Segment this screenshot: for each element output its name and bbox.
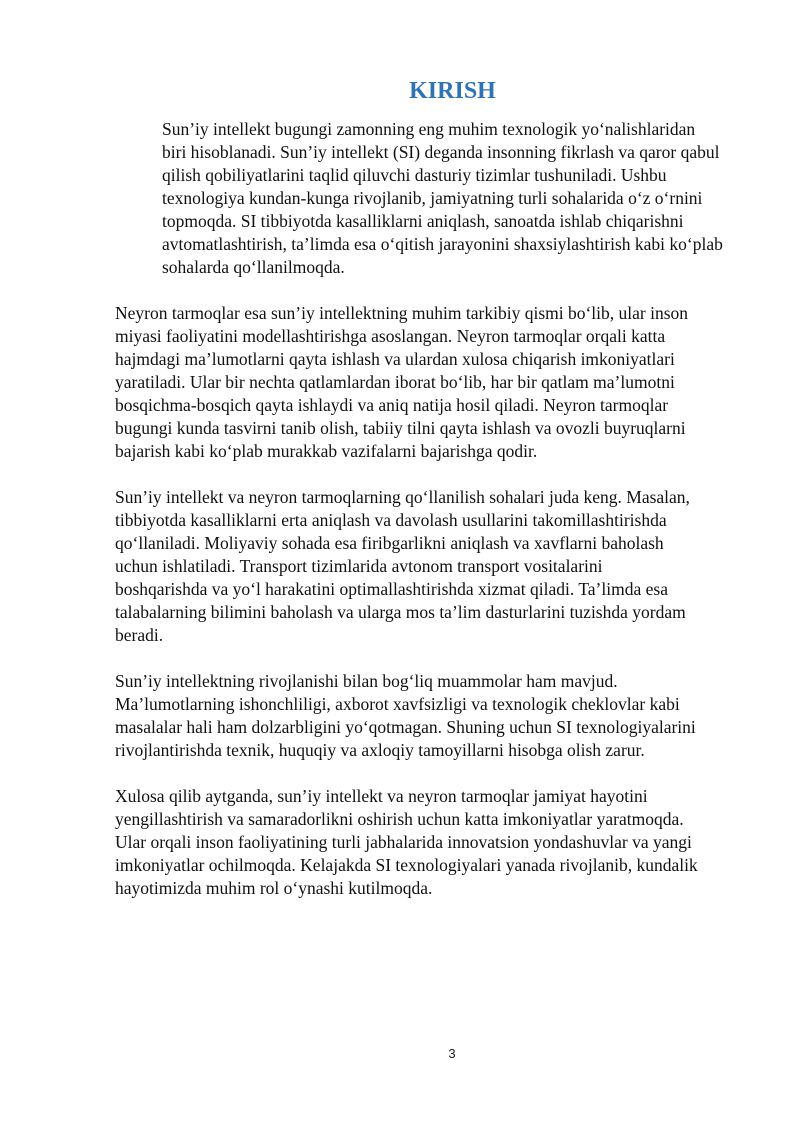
paragraph-line: Neyron tarmoqlar esa sun’iy intellektning muhim tarkibiy qismi bo‘lib, ular inson xyxy=(115,303,689,323)
paragraph-line: yengillashtirish va samaradorlikni oshirish uchun katta imkoniyatlar yaratmoqda. xyxy=(115,809,684,829)
paragraph-line: uchun ishlatiladi. Transport tizimlarida avtonom transport vositalarini xyxy=(115,556,603,576)
paragraph-line: hayotimizda muhim rol o‘ynashi kutilmoqda. xyxy=(115,878,433,898)
paragraph-line: boshqarishda va yo‘l harakatini optimallashtirishda xizmat qiladi. Ta’limda esa xyxy=(115,579,668,599)
paragraph-line: avtomatlashtirish, ta’limda esa o‘qitish jarayonini shaxsiylashtirish kabi ko‘plab xyxy=(162,234,723,254)
paragraph-line: qilish qobiliyatlarini taqlid qiluvchi dasturiy tizimlar tushuniladi. Ushbu xyxy=(162,165,667,185)
paragraph-line: beradi. xyxy=(115,625,164,645)
paragraph-line: Sun’iy intellektning rivojlanishi bilan bog‘liq muammolar ham mavjud. xyxy=(115,671,618,691)
paragraph-line: yaratiladi. Ular bir nechta qatlamlardan iborat bo‘lib, har bir qatlam ma’lumotni xyxy=(115,372,675,392)
paragraph-line: rivojlantirishda texnik, huquqiy va axloqiy tamoyillarni hisobga olish zarur. xyxy=(115,740,645,760)
paragraph xyxy=(115,670,747,762)
paragraph-line: talabalarning bilimini baholash va ularga mos ta’lim dasturlarini tuzishda yordam xyxy=(115,602,686,622)
paragraph-line: bugungi kunda tasvirni tanib olish, tabiiy tilni qayta ishlash va ovozli buyruqlarni xyxy=(115,418,686,438)
paragraph-line: bajarish kabi ko‘plab murakkab vazifalarni bajarishga qodir. xyxy=(115,441,538,461)
paragraph-line: Sun’iy intellekt bugungi zamonning eng muhim texnologik yo‘nalishlaridan xyxy=(162,119,696,139)
paragraph xyxy=(115,785,747,900)
paragraph-line: Xulosa qilib aytganda, sun’iy intellekt va neyron tarmoqlar jamiyat hayotini xyxy=(115,786,648,806)
paragraph-line: hajmdagi ma’lumotlarni qayta ishlash va ulardan xulosa chiqarish imkoniyatlari xyxy=(115,349,675,369)
paragraph-line: Sun’iy intellekt va neyron tarmoqlarning qo‘llanilish sohalari juda keng. Masalan, xyxy=(115,487,690,507)
paragraph-line: texnologiya kundan-kunga rivojlanib, jamiyatning turli sohalarida o‘z o‘rnini xyxy=(162,188,703,208)
paragraph-line: sohalarda qo‘llanilmoqda. xyxy=(162,257,345,277)
page-title: KIRISH xyxy=(409,78,496,104)
paragraph-line: bosqichma-bosqich qayta ishlaydi va aniq natija hosil qiladi. Neyron tarmoqlar xyxy=(115,395,669,415)
paragraph-line: qo‘llaniladi. Moliyaviy sohada esa firibgarlikni aniqlash va xavflarni baholash xyxy=(115,533,664,553)
paragraph-line: biri hisoblanadi. Sun’iy intellekt (SI) deganda insonning fikrlash va qaror qabul xyxy=(162,142,720,162)
paragraph-line: topmoqda. SI tibbiyotda kasalliklarni aniqlash, sanoatda ishlab chiqarishni xyxy=(162,211,684,231)
paragraph-line: Ular orqali inson faoliyatining turli jabhalarida innovatsion yondashuvlar va yangi xyxy=(115,832,692,852)
paragraph xyxy=(115,302,747,463)
paragraph-line: masalalar hali ham dolzarbligini yo‘qotmagan. Shuning uchun SI texnologiyalarini xyxy=(115,717,696,737)
page-number: 3 xyxy=(448,1046,456,1061)
paragraph xyxy=(115,486,747,647)
paragraph-line: tibbiyotda kasalliklarni erta aniqlash va davolash usullarini takomillashtirishda xyxy=(115,510,667,530)
paragraph-line: miyasi faoliyatini modellashtirishga asoslangan. Neyron tarmoqlar orqali katta xyxy=(115,326,666,346)
body-text xyxy=(115,118,747,923)
paragraph xyxy=(115,118,747,279)
paragraph-line: imkoniyatlar ochilmoqda. Kelajakda SI texnologiyalari yanada rivojlanib, kundalik xyxy=(115,855,698,875)
paragraph-line: Ma’lumotlarning ishonchliligi, axborot xavfsizligi va texnologik cheklovlar kabi xyxy=(115,694,680,714)
